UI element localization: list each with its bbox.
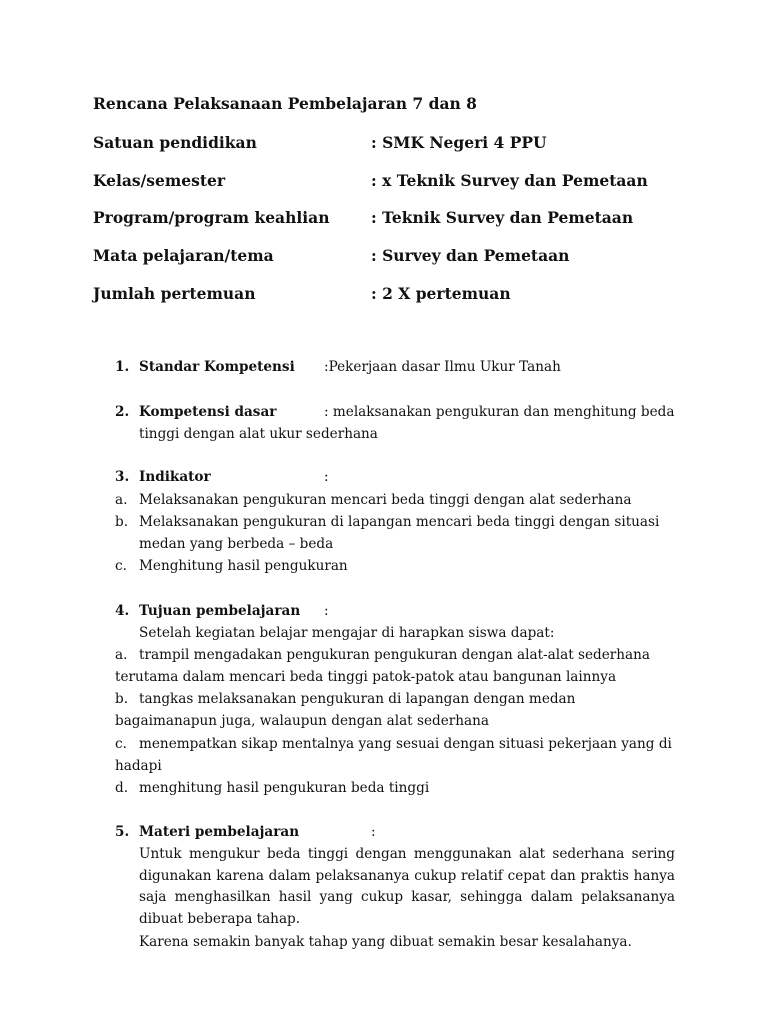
list-marker: b. <box>115 514 129 530</box>
meta-value: : 2 X pertemuan <box>371 284 511 303</box>
list-text: menempatkan sikap mentalnya yang sesuai dengan situasi pekerjaan yang di <box>139 736 672 752</box>
materi-closing-line: Karena semakin banyak tahap yang dibuat semakin besar kesalahanya. <box>139 934 632 950</box>
meta-label: Mata pelajaran/tema <box>93 246 274 265</box>
section-colon: : <box>371 824 376 840</box>
section-colon: : <box>324 469 329 485</box>
list-marker: c. <box>115 736 127 752</box>
section-value: :Pekerjaan dasar Ilmu Ukur Tanah <box>324 359 561 375</box>
list-text-continuation: bagaimanapun juga, walaupun dengan alat sederhana <box>115 713 489 729</box>
paragraph-line: dibuat beberapa tahap. <box>139 910 301 927</box>
meta-value: : SMK Negeri 4 PPU <box>371 133 547 152</box>
list-marker: a. <box>115 647 128 663</box>
materi-paragraph <box>139 844 675 930</box>
list-marker: a. <box>115 492 128 508</box>
list-text-continuation: hadapi <box>115 758 162 774</box>
paragraph-line: saja menghasilkan hasil yang cukup kasar, sehingga dalam pelaksananya <box>139 889 675 906</box>
section-number: 1. <box>115 359 130 375</box>
section-number: 5. <box>115 824 130 840</box>
list-marker: c. <box>115 558 127 574</box>
section-label: Materi pembelajaran <box>139 824 300 840</box>
section-label: Kompetensi dasar <box>139 404 277 420</box>
meta-label: Jumlah pertemuan <box>93 284 256 303</box>
meta-value: : Survey dan Pemetaan <box>371 246 570 265</box>
section-number: 4. <box>115 603 130 619</box>
meta-value: : x Teknik Survey dan Pemetaan <box>371 171 648 190</box>
list-text: trampil mengadakan pengukuran pengukuran dengan alat-alat sederhana <box>139 647 650 663</box>
section-number: 2. <box>115 404 130 420</box>
document-title: Rencana Pelaksanaan Pembelajaran 7 dan 8 <box>93 94 477 113</box>
list-text: Melaksanakan pengukuran di lapangan mencari beda tinggi dengan situasi <box>139 514 660 530</box>
list-marker: d. <box>115 780 129 796</box>
list-marker: b. <box>115 691 129 707</box>
list-text: Menghitung hasil pengukuran <box>139 558 348 574</box>
section-intro: Setelah kegiatan belajar mengajar di harapkan siswa dapat: <box>139 625 555 641</box>
paragraph-line: digunakan karena dalam pelaksananya cukup relatif cepat dan praktis hanya <box>139 867 675 884</box>
meta-value: : Teknik Survey dan Pemetaan <box>371 208 634 227</box>
list-text: menghitung hasil pengukuran beda tinggi <box>139 780 430 796</box>
list-text: tangkas melaksanakan pengukuran di lapangan dengan medan <box>139 691 576 707</box>
list-text: Melaksanakan pengukuran mencari beda tinggi dengan alat sederhana <box>139 492 632 508</box>
section-number: 3. <box>115 469 130 485</box>
section-label: Indikator <box>139 469 211 485</box>
list-text-continuation: medan yang berbeda – beda <box>139 536 334 552</box>
meta-label: Satuan pendidikan <box>93 133 257 152</box>
meta-label: Program/program keahlian <box>93 208 330 227</box>
section-label: Tujuan pembelajaran <box>139 603 301 619</box>
list-text-continuation: terutama dalam mencari beda tinggi patok-patok atau bangunan lainnya <box>115 669 617 685</box>
section-continuation: tinggi dengan alat ukur sederhana <box>139 426 378 442</box>
section-value: : melaksanakan pengukuran dan menghitung beda <box>324 404 675 420</box>
meta-label: Kelas/semester <box>93 171 226 190</box>
section-label: Standar Kompetensi <box>139 359 295 375</box>
section-colon: : <box>324 603 329 619</box>
paragraph-line: Untuk mengukur beda tinggi dengan menggunakan alat sederhana sering <box>139 846 675 862</box>
